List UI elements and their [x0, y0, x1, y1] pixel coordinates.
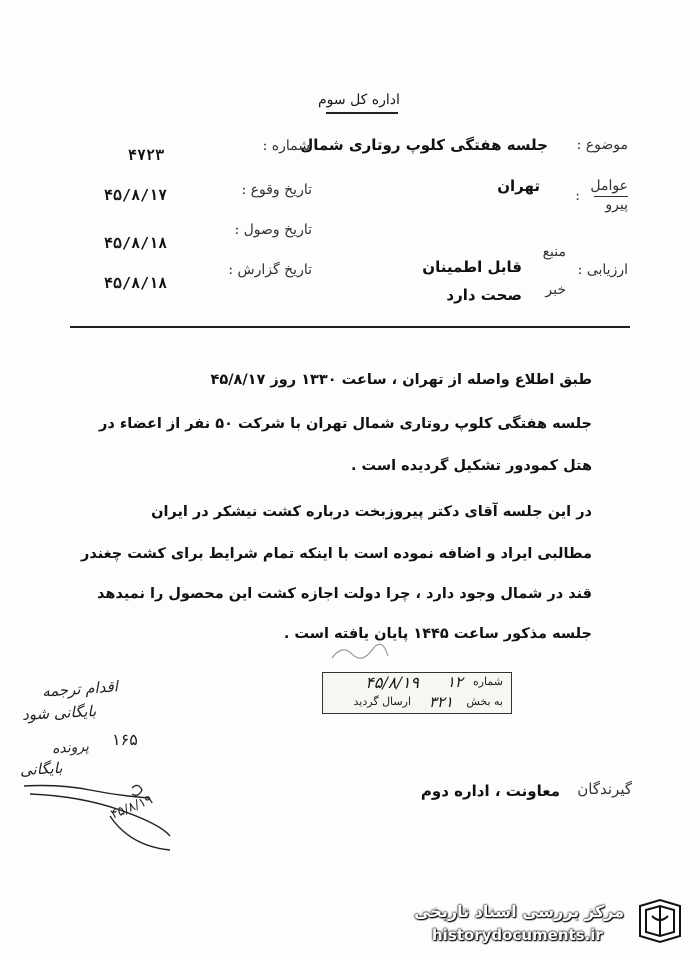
- registration-stamp: [322, 672, 512, 714]
- stamp-row2-text: ارسال گردید: [353, 695, 411, 708]
- report-date-label: تاریخ گزارش :: [228, 262, 312, 278]
- handwritten-note-5: بایگانی: [19, 758, 63, 780]
- source-colon: :: [575, 188, 580, 204]
- subject-label: موضوع :: [576, 137, 628, 153]
- stamp-row1-number: ۱۲: [446, 673, 463, 691]
- body-line-4: در این جلسه آقای دکتر پیروزبخت درباره کشت نیشکر در ایران: [151, 504, 592, 520]
- source-label: عوامل: [590, 178, 628, 194]
- issue-date-value: ۴۵/۸/۱۷: [104, 186, 168, 204]
- stamp-row2-label: به بخش: [466, 695, 503, 708]
- source-sub-label: پیرو: [605, 197, 628, 213]
- evaluation-news-value: صحت دارد: [446, 286, 522, 304]
- subject-value: جلسه هفتگی کلوپ روتاری شمال: [300, 136, 548, 154]
- watermark-title: مرکز بررسی اسناد تاریخی: [414, 902, 624, 921]
- signature-scribble: [20, 776, 190, 866]
- recipients-label: گیرندگان: [577, 780, 632, 798]
- body-line-7: جلسه مذکور ساعت ۱۴۴۵ پایان یافته است .: [283, 626, 592, 642]
- archive-logo-icon: [634, 896, 686, 946]
- evaluation-news-label: خبر: [545, 282, 566, 298]
- body-line-6: قند در شمال وجود دارد ، چرا دولت اجازه کشت این محصول را نمیدهد: [97, 586, 592, 602]
- body-line-5: مطالبی ایراد و اضافه نموده است با اینکه تمام شرایط برای کشت چغندر: [80, 546, 592, 562]
- stamp-row1-value: ۴۵/۸/۱۹: [365, 673, 419, 692]
- source-value: تهران: [497, 177, 540, 195]
- document-title: اداره کل سوم: [318, 92, 400, 108]
- recipients-value: معاونت ، اداره دوم: [420, 782, 560, 800]
- receipt-date-value: ۴۵/۸/۱۸: [104, 234, 168, 252]
- body-line-1: طبق اطلاع واصله از تهران ، ساعت ۱۳۳۰ روز ۴۵/۸/۱۷: [210, 372, 592, 388]
- issue-date-label: تاریخ وقوع :: [241, 182, 312, 198]
- number-label: شماره :: [262, 138, 310, 154]
- title-underline: [326, 112, 398, 114]
- evaluation-source-label: منبع: [542, 244, 566, 260]
- handwritten-note-2: بایگانی شود: [21, 702, 97, 724]
- receipt-date-label: تاریخ وصول :: [234, 222, 312, 238]
- handwritten-note-4: پرونده: [51, 738, 90, 758]
- body-line-3: هتل کمودور تشکیل گردیده است .: [350, 458, 592, 474]
- handwritten-note-1: اقدام ترجمه: [41, 677, 119, 701]
- watermark-url: historydocuments.ir: [432, 926, 603, 944]
- header-divider: [70, 326, 630, 328]
- stamp-row2-value: ۳۲۱: [428, 693, 453, 711]
- body-line-2: جلسه هفتگی کلوپ روتاری شمال تهران با شرکت ۵۰ نفر از اعضاء در: [99, 416, 592, 432]
- ink-mark: [330, 640, 390, 664]
- stamp-row1-label: شماره: [472, 675, 503, 688]
- handwritten-date: ۴۵/۸/۱۹: [108, 792, 155, 823]
- report-date-value: ۴۵/۸/۱۸: [104, 274, 168, 292]
- handwritten-note-3: ۱۶۵: [112, 730, 138, 749]
- number-value: ۴۷۲۳: [128, 146, 165, 164]
- evaluation-source-value: قابل اطمینان: [422, 258, 522, 276]
- evaluation-label: ارزیابی :: [577, 262, 628, 278]
